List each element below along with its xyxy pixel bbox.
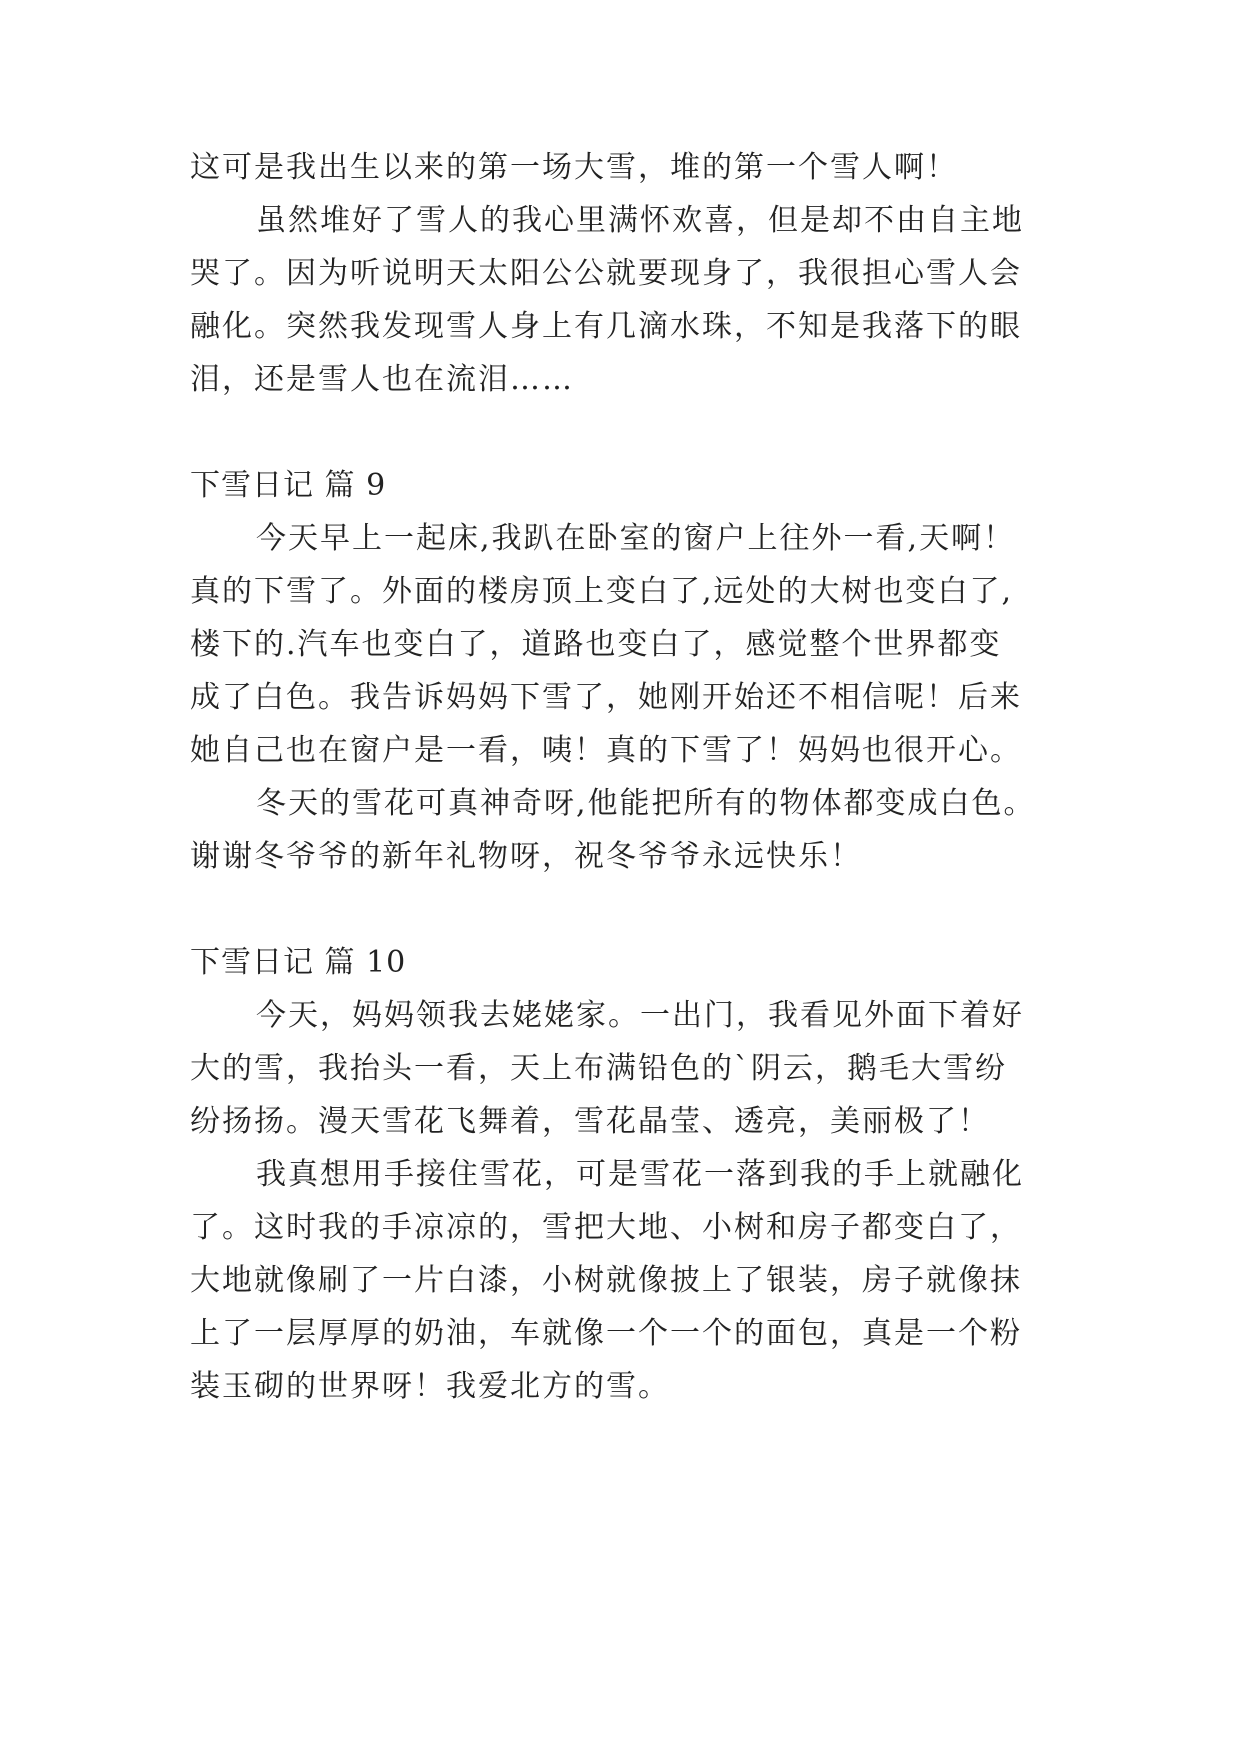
paragraph-line: 这可是我出生以来的第一场大雪，堆的第一个雪人啊！ [190, 150, 958, 185]
paragraph-line: 今天，妈妈领我去姥姥家。一出门，我看见外面下着好 [256, 998, 1024, 1033]
section-title-9: 下雪日记 篇 9 [190, 468, 387, 503]
paragraph-line: 她自己也在窗户是一看，咦！真的下雪了！妈妈也很开心。 [190, 733, 1022, 768]
section-title-10: 下雪日记 篇 10 [190, 945, 407, 980]
paragraph-line: 上了一层厚厚的奶油，车就像一个一个的面包，真是一个粉 [190, 1316, 1022, 1351]
paragraph-line: 我真想用手接住雪花，可是雪花一落到我的手上就融化 [256, 1157, 1024, 1192]
paragraph-line: 楼下的.汽车也变白了，道路也变白了，感觉整个世界都变 [190, 627, 1002, 662]
paragraph-line: 装玉砌的世界呀！我爱北方的雪。 [190, 1369, 670, 1404]
paragraph-line: 了。这时我的手凉凉的，雪把大地、小树和房子都变白了， [190, 1210, 1022, 1245]
paragraph-line: 大地就像刷了一片白漆，小树就像披上了银装，房子就像抹 [190, 1263, 1022, 1298]
paragraph-line: 冬天的雪花可真神奇呀,他能把所有的物体都变成白色。 [256, 786, 1036, 821]
paragraph-line: 哭了。因为听说明天太阳公公就要现身了，我很担心雪人会 [190, 256, 1022, 291]
paragraph-line: 纷扬扬。漫天雪花飞舞着，雪花晶莹、透亮，美丽极了！ [190, 1104, 990, 1139]
paragraph-line: 真的下雪了。外面的楼房顶上变白了,远处的大树也变白了, [190, 574, 1014, 609]
paragraph-line: 虽然堆好了雪人的我心里满怀欢喜，但是却不由自主地 [256, 203, 1024, 238]
paragraph-line: 大的雪，我抬头一看，天上布满铅色的`阴云，鹅毛大雪纷 [190, 1051, 1007, 1086]
paragraph-line: 融化。突然我发现雪人身上有几滴水珠，不知是我落下的眼 [190, 309, 1022, 344]
paragraph-line: 今天早上一起床,我趴在卧室的窗户上往外一看,天啊！ [256, 521, 1016, 556]
paragraph-line: 泪，还是雪人也在流泪…… [190, 362, 574, 397]
paragraph-line: 成了白色。我告诉妈妈下雪了，她刚开始还不相信呢！后来 [190, 680, 1022, 715]
paragraph-line: 谢谢冬爷爷的新年礼物呀，祝冬爷爷永远快乐！ [190, 839, 862, 874]
